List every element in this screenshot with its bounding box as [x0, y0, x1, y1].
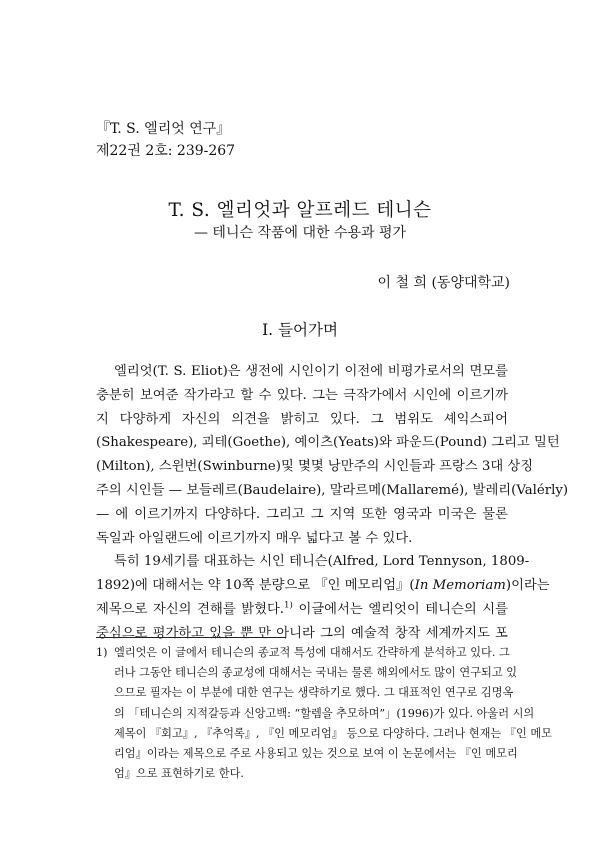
footnote-line: 제목이 『회고』, 『추억록』, 『인 메모리엄』 등으로 다양하다. 그러나 현재는 『인 메모	[114, 726, 552, 740]
body-line: 지 다양하게 자신의 의견을 밝히고 있다. 그 범위도 셰익스피어	[96, 411, 508, 427]
footnote-line: 으므로 필자는 이 부분에 대한 연구는 생략하기로 했다. 그 대표적인 연구로 김명옥	[114, 686, 514, 700]
article-subtitle: — 테니슨 작품에 대한 수용과 평가	[193, 225, 407, 241]
paragraph-1	[96, 360, 569, 550]
footnote-line: 의 「테니슨의 지적갈등과 신앙고백: “할렘을 추모하며”」(1996)가 있다. 아울러 시의	[114, 706, 535, 720]
italic-title: In Memoriam	[414, 578, 506, 594]
footnote-line: 엄』으로 표현하기로 한다.	[114, 767, 244, 781]
body-line: — 에 이르기까지 다양하다. 그리고 그 지역 또한 영국과 미국은 물론	[96, 506, 508, 522]
paragraph-2	[96, 550, 550, 645]
body-line: 충분히 보여준 작가라고 할 수 있다. 그는 극작가에서 시인에 이르기까	[96, 387, 508, 403]
body-line	[96, 574, 550, 598]
body-text-run: 제목으로 자신의 견해를 밝혔다.	[96, 601, 285, 617]
footnote-line: 엘리엇은 이 글에서 테니슨의 종교적 특성에 대해서도 간략하게 분석하고 있다. 그	[114, 646, 510, 659]
body-line: 중심으로 평가하고 있을 뿐 만 아니라 그의 예술적 창작 세계까지도 포	[96, 625, 508, 641]
body-line: 엘리엇(T. S. Eliot)은 생전에 시인이기 이전에 비평가로서의 면모를	[114, 364, 508, 379]
body-line: 주의 시인들 — 보들레르(Baudelaire), 말라르메(Mallaremé), 발레리(Valérly)	[96, 482, 569, 498]
footnote-line: 리엄』이라는 제목으로 주로 사용되고 있는 것으로 보여 이 논문에서는 『인 메모리	[114, 747, 518, 761]
footnote-body	[114, 643, 552, 784]
footnote-line: 러나 그동안 테니슨의 종교성에 대해서는 국내는 물론 해외에서도 많이 연구되고 있	[114, 666, 518, 680]
journal-volume: 제22권 2호: 239-267	[96, 143, 236, 159]
body-text-run: )이라는	[505, 578, 550, 594]
footnote-number: 1)	[96, 646, 108, 659]
body-text-run: 이글에서는 엘리엇이 테니슨의 시를	[292, 601, 508, 617]
footnote-ref[interactable]: 1)	[284, 600, 293, 611]
footnote-divider	[96, 637, 286, 638]
footnote	[96, 643, 552, 784]
journal-header	[96, 118, 235, 162]
journal-name: 『T. S. 엘리엇 연구』	[96, 121, 231, 137]
body-text-run: 1892)에 대해서는 약 10쪽 분량으로 『인 메모리엄』(	[96, 578, 415, 594]
body-line: (Milton), 스윈번(Swinburne)및 몇몇 낭만주의 시인들과 프랑스 3대 상징	[96, 459, 534, 475]
body-line	[96, 598, 508, 622]
body-text	[96, 360, 569, 646]
section-heading: Ⅰ. 들어가며	[262, 321, 338, 339]
article-author: 이 철 희 (동양대학교)	[377, 275, 510, 291]
body-line: 특히 19세기를 대표하는 시인 테니슨(Alfred, Lord Tennyson, 1809-	[114, 554, 530, 570]
body-line: (Shakespeare), 괴테(Goethe), 예이츠(Yeats)와 파운드(Pound) 그리고 밀턴	[96, 435, 560, 451]
article-title: T. S. 엘리엇과 알프레드 테니슨	[168, 200, 432, 221]
body-line: 독일과 아일랜드에 이르기까지 매우 넓다고 볼 수 있다.	[96, 530, 413, 546]
